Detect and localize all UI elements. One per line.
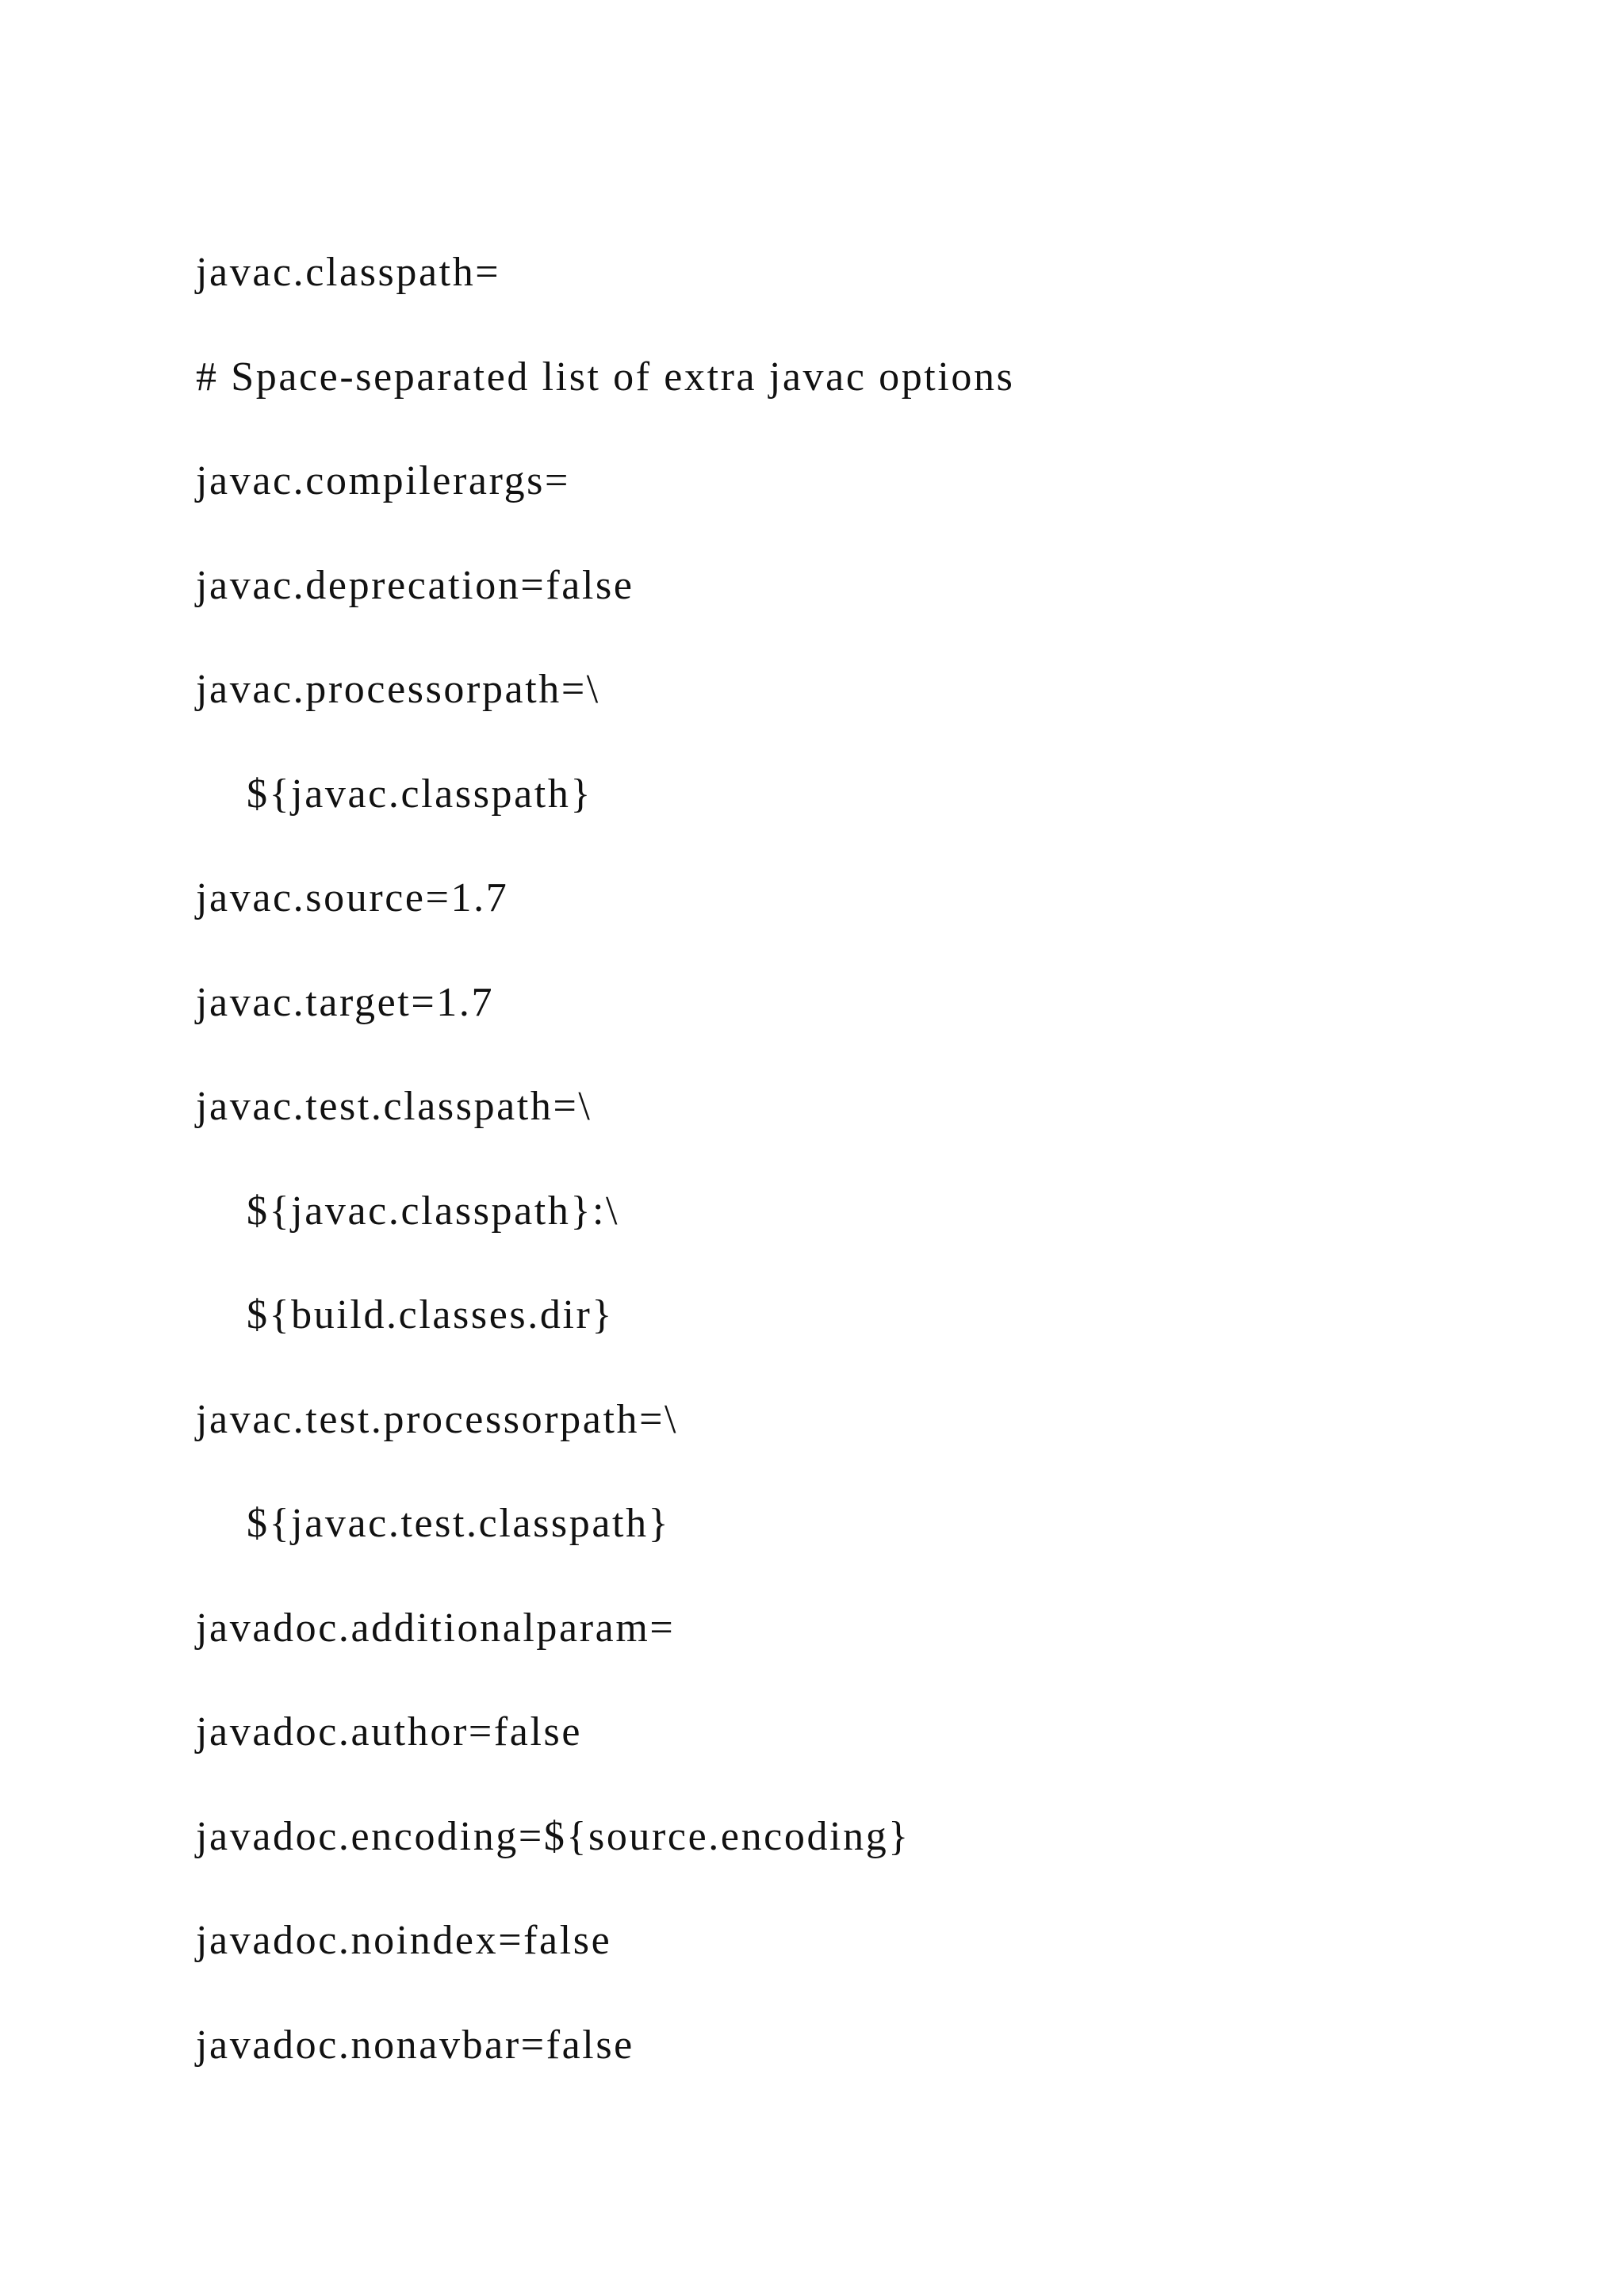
property-line: javadoc.noindex=false: [196, 1918, 612, 1963]
property-continuation-line: ${javac.classpath}: [247, 771, 593, 817]
property-line: javac.test.classpath=\: [196, 1084, 592, 1129]
comment-line: # Space-separated list of extra javac options: [196, 354, 1015, 400]
property-line: javac.compilerargs=: [196, 458, 570, 503]
property-continuation-line: ${javac.test.classpath}: [247, 1501, 671, 1546]
property-line: javac.target=1.7: [196, 979, 495, 1025]
property-line: javadoc.encoding=${source.encoding}: [196, 1813, 910, 1859]
property-line: javac.processorpath=\: [196, 667, 600, 712]
property-line: javac.classpath=: [196, 250, 501, 295]
property-continuation-line: ${javac.classpath}:\: [247, 1188, 620, 1234]
property-line: javadoc.additionalparam=: [196, 1605, 676, 1651]
property-line: javac.test.processorpath=\: [196, 1396, 679, 1442]
property-line: javac.source=1.7: [196, 875, 509, 920]
properties-text: [196, 249, 1014, 2126]
property-continuation-line: ${build.classes.dir}: [247, 1292, 614, 1337]
property-line: javadoc.author=false: [196, 1709, 583, 1755]
property-line: javadoc.nonavbar=false: [196, 2022, 634, 2068]
property-line: javac.deprecation=false: [196, 562, 634, 608]
